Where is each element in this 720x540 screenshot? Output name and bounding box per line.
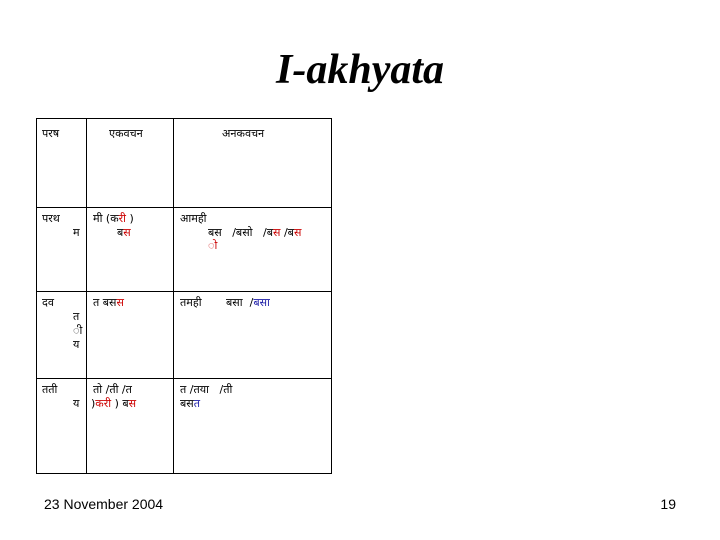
first-person-singular-line2: बस — [117, 226, 131, 239]
third-person-plural-cell — [174, 379, 332, 474]
table-header-row — [37, 119, 332, 208]
first-person-label-cell — [37, 208, 87, 292]
third-person-label-cell — [37, 379, 87, 474]
third-person-singular-cell — [87, 379, 174, 474]
first-person-label: परथ — [42, 212, 60, 225]
first-person-plural-cell — [174, 208, 332, 292]
footer-date: 23 November 2004 — [44, 496, 164, 512]
third-person-singular-line1: तो /ती /त — [93, 383, 132, 396]
header-person-cell — [37, 119, 87, 208]
third-person-singular-line2: )करी ) बस — [91, 397, 137, 410]
second-person-plural-cell — [174, 292, 332, 379]
first-person-singular-cell — [87, 208, 174, 292]
second-person-label-1: दव — [42, 296, 54, 309]
second-person-label-4: य — [73, 338, 80, 351]
header-person: परष — [42, 127, 60, 140]
header-plural-cell — [174, 119, 332, 208]
table-row-first-person — [37, 208, 332, 292]
conjugation-table — [36, 118, 332, 474]
page-number: 19 — [660, 496, 676, 512]
third-person-label: तती — [42, 383, 58, 396]
third-person-label-suffix: य — [73, 397, 80, 410]
second-person-singular-cell — [87, 292, 174, 379]
slide-title: I-akhyata — [276, 47, 444, 93]
second-person-singular: त बसस — [93, 296, 124, 309]
second-person-plural: तमही बसा /बसा — [180, 296, 270, 309]
second-person-label-2: त — [73, 310, 80, 323]
first-person-singular-line1: मी (करी ) — [93, 212, 134, 225]
table-row-third-person — [37, 379, 332, 474]
first-person-plural-line3: ो — [208, 239, 218, 252]
second-person-label-3: ी — [73, 324, 83, 337]
first-person-plural-line2: बस /बसो /बस /बस — [208, 226, 302, 239]
first-person-label-suffix: म — [73, 226, 80, 239]
first-person-plural-line1: आमही — [180, 212, 207, 225]
table-row-second-person — [37, 292, 332, 379]
third-person-plural-line2: बसत — [180, 397, 200, 410]
header-plural: अनकवचन — [222, 127, 265, 140]
header-singular: एकवचन — [109, 127, 143, 140]
header-singular-cell — [87, 119, 174, 208]
second-person-label-cell — [37, 292, 87, 379]
third-person-plural-line1: त /तया /ती — [180, 383, 233, 396]
